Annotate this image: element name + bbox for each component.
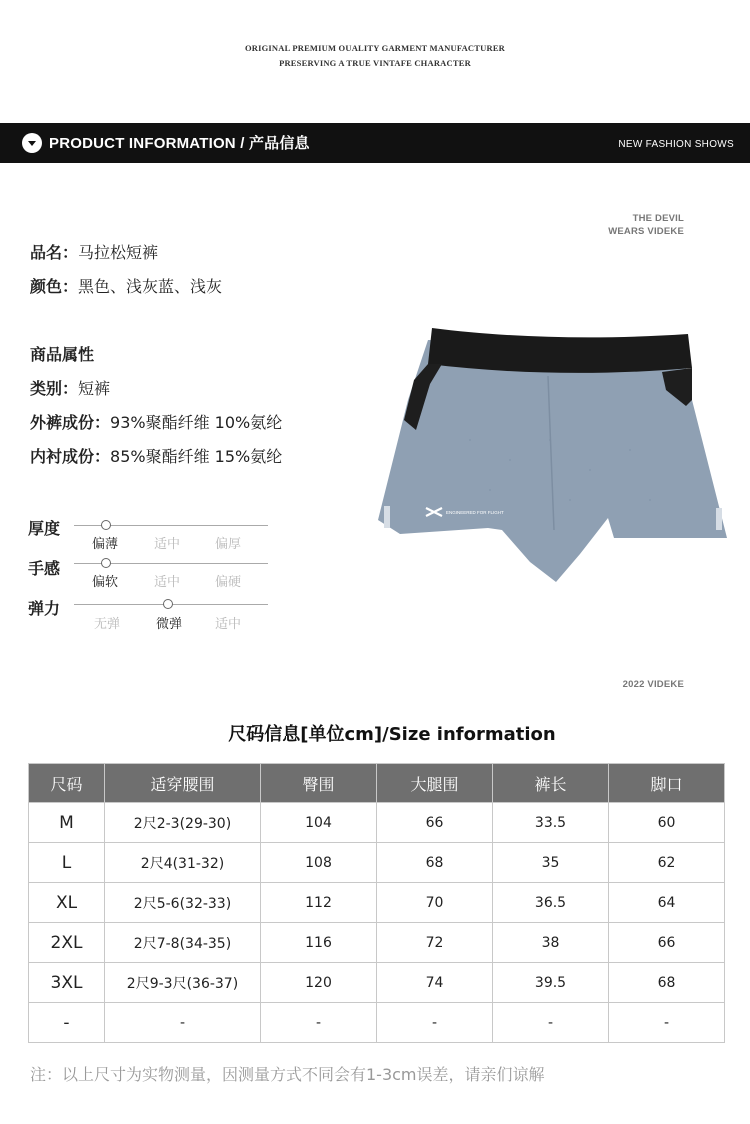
size-table xyxy=(28,763,725,1043)
year-caption: 2022 VIDEKE xyxy=(622,679,684,690)
brand-caption xyxy=(608,212,684,238)
table-cell: - xyxy=(105,1003,261,1043)
table-cell: 64 xyxy=(609,883,725,923)
header-length: 裤长 xyxy=(493,764,609,803)
table-row xyxy=(29,843,725,883)
table-cell: 66 xyxy=(377,803,493,843)
tagline-line2: PRESERVING A TRUE VINTAFE CHARACTER xyxy=(279,58,471,68)
table-cell: 2XL xyxy=(29,923,105,963)
thickness-label: 厚度 xyxy=(28,519,61,538)
chevron-down-icon xyxy=(22,133,42,153)
table-cell: 108 xyxy=(261,843,377,883)
table-cell: 68 xyxy=(609,963,725,1003)
thickness-option-thin: 偏薄 xyxy=(91,537,118,552)
table-cell: 2尺4(31-32) xyxy=(105,843,261,883)
header-size: 尺码 xyxy=(29,764,105,803)
banner-title: PRODUCT INFORMATION / 产品信息 xyxy=(49,135,310,152)
table-cell: - xyxy=(377,1003,493,1043)
table-cell: - xyxy=(609,1003,725,1043)
product-color-label: 颜色： xyxy=(30,277,79,296)
measurement-note: 注：以上尺寸为实物测量，因测量方式不同会有1-3cm误差，请亲们谅解 xyxy=(30,1065,545,1084)
attributes-heading-text: 商品属性 xyxy=(30,345,95,364)
lining-material-label: 内衬成份： xyxy=(30,447,111,466)
product-color-row xyxy=(30,274,222,297)
brand-caption-line2: WEARS VIDEKE xyxy=(608,226,684,237)
table-cell: 39.5 xyxy=(493,963,609,1003)
thickness-indicator xyxy=(101,520,111,530)
table-cell: 112 xyxy=(261,883,377,923)
product-name-value: 马拉松短裤 xyxy=(78,243,159,262)
size-table-title: 尺码信息[单位cm]/Size information xyxy=(228,724,556,745)
table-row xyxy=(29,883,725,923)
table-cell: 120 xyxy=(261,963,377,1003)
elasticity-option-slight: 微弹 xyxy=(155,617,182,632)
table-cell: L xyxy=(29,843,105,883)
left-reflective-strip xyxy=(384,506,390,528)
feel-label: 手感 xyxy=(28,559,61,578)
table-cell: 2尺2-3(29-30) xyxy=(105,803,261,843)
table-cell: 70 xyxy=(377,883,493,923)
attributes-heading xyxy=(30,342,94,365)
table-cell: 3XL xyxy=(29,963,105,1003)
brand-caption-line1: THE DEVIL xyxy=(632,213,684,224)
shorts-waistband xyxy=(428,328,692,373)
table-cell: 2尺9-3尺(36-37) xyxy=(105,963,261,1003)
product-name-label: 品名： xyxy=(30,243,79,262)
category-row xyxy=(30,376,110,399)
shorts-logo-text: ENGINEERED FOR FLIGHT xyxy=(446,510,504,515)
table-cell: 36.5 xyxy=(493,883,609,923)
size-table-header-row xyxy=(29,764,725,803)
right-reflective-strip xyxy=(716,508,722,530)
outer-material-row xyxy=(30,410,282,433)
table-row xyxy=(29,803,725,843)
feel-option-soft: 偏软 xyxy=(91,575,118,590)
table-cell: - xyxy=(493,1003,609,1043)
table-cell: - xyxy=(261,1003,377,1043)
table-cell: 74 xyxy=(377,963,493,1003)
table-cell: 38 xyxy=(493,923,609,963)
lining-material-value: 85%聚酯纤维 15%氨纶 xyxy=(110,447,283,466)
elasticity-option-medium: 适中 xyxy=(214,617,241,632)
table-row xyxy=(29,923,725,963)
table-cell: 72 xyxy=(377,923,493,963)
product-color-value: 黑色、浅灰蓝、浅灰 xyxy=(78,277,223,296)
elasticity-indicator xyxy=(163,599,173,609)
outer-material-value: 93%聚酯纤维 10%氨纶 xyxy=(110,413,283,432)
feel-option-medium: 适中 xyxy=(153,575,180,590)
table-cell: 68 xyxy=(377,843,493,883)
category-value: 短裤 xyxy=(78,379,111,398)
table-cell: M xyxy=(29,803,105,843)
table-row xyxy=(29,1003,725,1043)
header-hem: 脚口 xyxy=(609,764,725,803)
category-label: 类别： xyxy=(30,379,79,398)
header-waist: 适穿腰围 xyxy=(105,764,261,803)
table-cell: 62 xyxy=(609,843,725,883)
elasticity-label: 弹力 xyxy=(28,599,61,618)
table-cell: 116 xyxy=(261,923,377,963)
table-cell: 2尺7-8(34-35) xyxy=(105,923,261,963)
thickness-option-thick: 偏厚 xyxy=(214,537,241,552)
banner-right-text: NEW FASHION SHOWS xyxy=(618,139,734,150)
feel-indicator xyxy=(101,558,111,568)
feel-option-hard: 偏硬 xyxy=(214,575,241,590)
table-cell: 35 xyxy=(493,843,609,883)
table-cell: 60 xyxy=(609,803,725,843)
header-thigh: 大腿围 xyxy=(377,764,493,803)
table-cell: 2尺5-6(32-33) xyxy=(105,883,261,923)
product-name-row xyxy=(30,240,158,263)
product-shorts-image xyxy=(370,320,740,600)
lining-material-row xyxy=(30,444,282,467)
table-cell: 33.5 xyxy=(493,803,609,843)
table-cell: 66 xyxy=(609,923,725,963)
table-row xyxy=(29,963,725,1003)
tagline-line1: ORIGINAL PREMIUM OUALITY GARMENT MANUFACTURER xyxy=(244,43,506,53)
table-cell: 104 xyxy=(261,803,377,843)
outer-material-label: 外裤成份： xyxy=(30,413,111,432)
thickness-option-medium: 适中 xyxy=(153,537,180,552)
elasticity-option-none: 无弹 xyxy=(93,617,120,632)
table-cell: - xyxy=(29,1003,105,1043)
table-cell: XL xyxy=(29,883,105,923)
header-hip: 臀围 xyxy=(261,764,377,803)
